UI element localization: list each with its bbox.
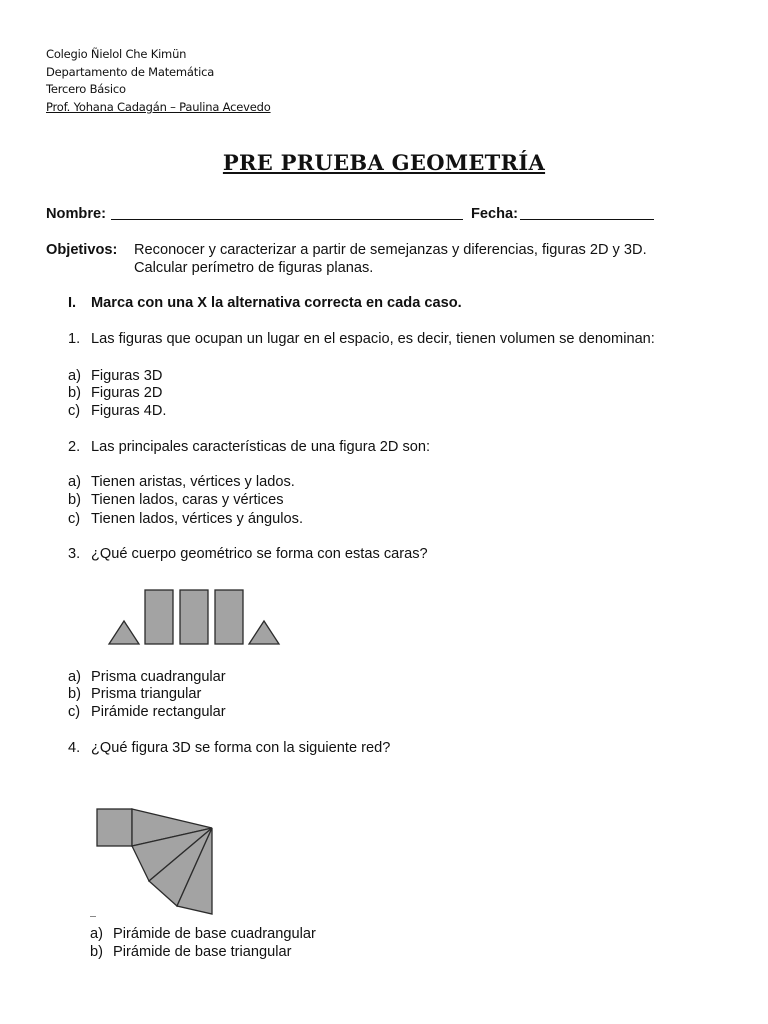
option-text[interactable]: Prisma triangular [91,686,202,702]
question-number: 3. [68,546,81,562]
triangle-face [132,828,212,881]
option-text[interactable]: Pirámide rectangular [91,704,226,720]
option-text[interactable]: Figuras 4D. [91,403,167,419]
option-letter[interactable]: c) [68,511,81,527]
section-number: I. [68,295,77,311]
triangle-face [249,621,279,644]
objective-1: Reconocer y caracterizar a partir de semejanzas y diferencias, figuras 2D y 3D. [134,242,647,258]
objective-2: Calcular perímetro de figuras planas. [134,260,374,276]
square-base [97,809,132,846]
option-text[interactable]: Pirámide de base triangular [113,944,292,960]
objectives-label: Objetivos: [46,242,118,258]
name-field[interactable] [111,205,463,220]
school-header [46,46,271,116]
option-text[interactable]: Figuras 2D [91,385,163,401]
section-instruction: Marca con una X la alternativa correcta en cada caso. [91,295,462,311]
date-label: Fecha: [471,206,519,222]
triangle-face [177,828,212,914]
rectangle-face [145,590,173,644]
option-letter[interactable]: b) [68,492,81,508]
grade-level: Tercero Básico [46,82,126,96]
option-letter[interactable]: b) [68,686,81,702]
option-letter[interactable]: a) [90,926,103,942]
option-letter[interactable]: b) [90,944,103,960]
option-letter[interactable]: a) [68,474,81,490]
option-letter[interactable]: a) [68,669,81,685]
triangle-face [109,621,139,644]
rectangle-face [180,590,208,644]
option-text[interactable]: Pirámide de base cuadrangular [113,926,316,942]
date-field[interactable] [520,205,654,220]
triangle-face [132,809,212,846]
question-number: 1. [68,331,81,347]
option-letter[interactable]: a) [68,368,81,384]
question-number: 4. [68,740,81,756]
triangle-face [149,828,212,906]
name-label: Nombre: [46,206,106,222]
option-text[interactable]: Figuras 3D [91,368,163,384]
option-letter[interactable]: c) [68,403,81,419]
option-text[interactable]: Tienen lados, vértices y ángulos. [91,511,303,527]
rectangle-face [215,590,243,644]
option-text[interactable]: Tienen lados, caras y vértices [91,492,284,508]
question-text: ¿Qué figura 3D se forma con la siguiente red? [91,740,391,756]
department-name: Departamento de Matemática [46,64,215,79]
teachers-names: Prof. Yohana Cadagán – Paulina Acevedo [46,99,271,114]
question-text: Las principales características de una figura 2D son: [91,439,431,455]
option-letter[interactable]: b) [68,385,81,401]
page-title: PRE PRUEBA GEOMETRÍA [222,150,546,175]
question-number: 2. [68,439,81,455]
option-text[interactable]: Prisma cuadrangular [91,669,226,685]
stray-mark [90,916,96,917]
question-text: ¿Qué cuerpo geométrico se forma con estas caras? [91,546,428,562]
question-text: Las figuras que ocupan un lugar en el espacio, es decir, tienen volumen se denominan: [91,331,655,347]
option-letter[interactable]: c) [68,704,81,720]
option-text[interactable]: Tienen aristas, vértices y lados. [91,474,295,490]
school-name: Colegio Ñielol Che Kimün [46,47,187,61]
